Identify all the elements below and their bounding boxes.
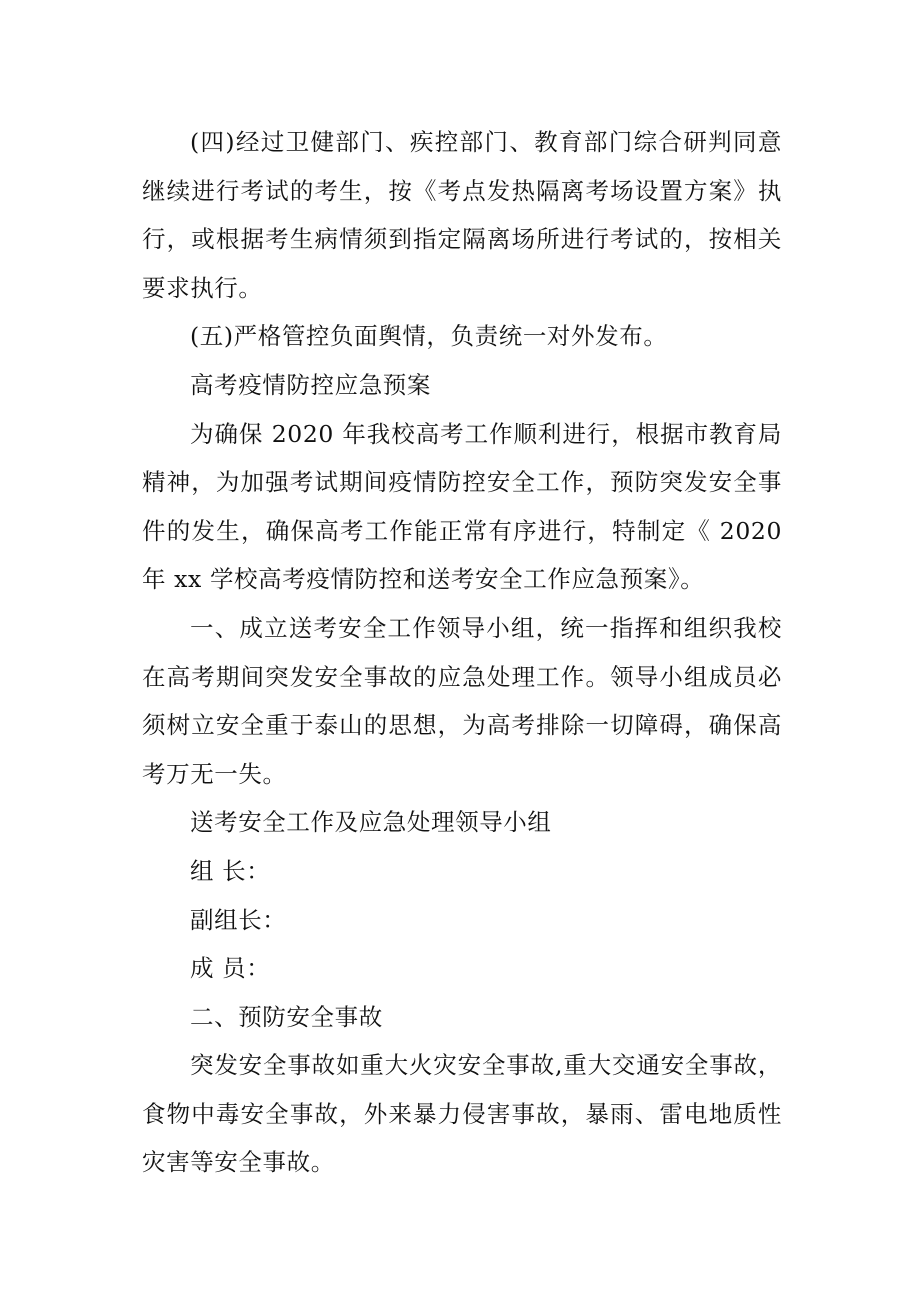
heading-leading-group: 送考安全工作及应急处理领导小组 xyxy=(190,808,552,837)
paragraph-public-opinion: (五)严格管控负面舆情，负责统一对外发布。 xyxy=(190,322,668,351)
paragraph-leading-group: 一、成立送考安全工作领导小组，统一指挥和组织我校在高考期间突发安全事故的应急处理工作。领导小组成员必须树立安全重于泰山的思想，为高考排除一切障碍，确保高考万无一失。 xyxy=(142,613,782,788)
paragraph-accident-types: 突发安全事故如重大火灾安全事故,重大交通安全事故，食物中毒安全事故，外来暴力侵害事故，暴雨、雷电地质性灾害等安全事故。 xyxy=(142,1051,782,1177)
members-line: 成 员： xyxy=(190,954,271,983)
paragraph-isolation-exam: (四)经过卫健部门、疾控部门、教育部门综合研判同意继续进行考试的考生，按《考点发热隔离考场设置方案》执行，或根据考生病情须到指定隔离场所进行考试的，按相关要求执行。 xyxy=(142,128,782,302)
section-title-emergency-plan: 高考疫情防控应急预案 xyxy=(190,370,431,399)
document-body xyxy=(142,118,782,1187)
heading-prevent-accidents: 二、预防安全事故 xyxy=(190,1002,383,1031)
deputy-leader-line: 副组长： xyxy=(190,905,287,934)
paragraph-plan-intro: 为确保 2020 年我校高考工作顺利进行，根据市教育局精神，为加强考试期间疫情防控安全工作，预防突发安全事件的发生，确保高考工作能正常有序进行，特制定《 2020 年 xx 学校高考疫情防控和送考安全工作应急预案》。 xyxy=(142,419,782,594)
group-leader-line: 组 长： xyxy=(190,856,271,885)
